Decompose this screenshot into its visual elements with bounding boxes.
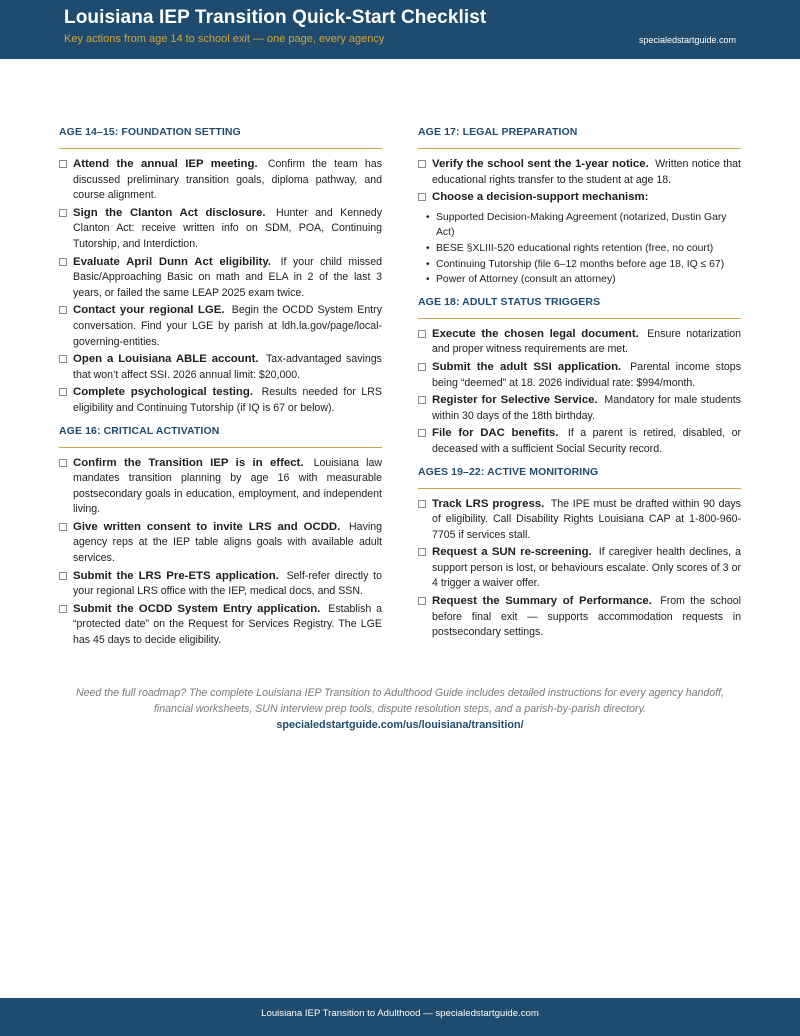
item-text: Confirm the team has discussed preliminary transition goals, diploma pathway, and course alignment. (73, 158, 382, 202)
checkbox[interactable] (59, 258, 67, 266)
item-label: Execute the chosen legal document. (432, 327, 639, 340)
item-text: If your child missed Basic/Approaching Basic on math and ELA in 2 of the last 3 years, or failed the same LEAP 2025 exam twice. (73, 255, 382, 299)
checklist-item[interactable] (418, 545, 741, 592)
checkbox[interactable] (59, 523, 67, 531)
checkbox[interactable] (59, 459, 67, 467)
checkbox[interactable] (418, 429, 426, 437)
section-title: AGE 16: CRITICAL ACTIVATION (59, 425, 382, 448)
checkbox[interactable] (59, 355, 67, 363)
checklist-item[interactable] (59, 385, 382, 416)
left-column (59, 126, 382, 657)
section-age-19-22 (418, 466, 741, 641)
checkbox[interactable] (418, 160, 426, 168)
checkbox[interactable] (59, 160, 67, 168)
item-text: Written notice that educational rights transfer to the student at age 18. (432, 158, 742, 186)
bullet-item: • BESE §XLIII-520 educational rights retention (free, no court) (418, 241, 741, 257)
header-site-link[interactable]: specialedstartguide.com (638, 35, 736, 45)
section-age-14-15 (59, 126, 382, 417)
page-title: Louisiana IEP Transition Quick-Start Checklist (64, 7, 487, 28)
item-text: From the school before final exit — supports accommodation requests in postsecondary settings. (432, 595, 742, 639)
item-label: Open a Louisiana ABLE account. (73, 353, 259, 366)
item-label: Register for Selective Service. (432, 394, 598, 407)
section-title: AGES 19–22: ACTIVE MONITORING (418, 466, 741, 489)
checkbox[interactable] (418, 500, 426, 508)
checklist-item[interactable] (59, 352, 382, 383)
checkbox[interactable] (418, 363, 426, 371)
checklist-item[interactable] (59, 602, 382, 649)
checkbox[interactable] (59, 572, 67, 580)
item-label: Contact your regional LGE. (73, 304, 225, 317)
item-label: Submit the OCDD System Entry application. (73, 602, 321, 615)
item-label: Verify the school sent the 1-year notice. (432, 158, 649, 170)
item-label: Request a SUN re-screening. (432, 546, 592, 559)
item-text: Establish a “protected date” on the Request for Services Registry. The LGE has 45 days to decide eligibility. (73, 602, 382, 647)
item-label: Give written consent to invite LRS and OCDD. (73, 520, 341, 533)
guide-link[interactable]: specialedstartguide.com/us/louisiana/transition/ (276, 719, 524, 731)
item-label: Request the Summary of Performance. (432, 595, 652, 608)
right-column (418, 126, 741, 649)
checklist-item[interactable] (59, 206, 382, 253)
checkbox[interactable] (418, 548, 426, 556)
item-text: Hunter and Kennedy Clanton Act: receive written info on SDM, POA, Continuing Tutorship, and Interdiction. (73, 206, 382, 250)
page-header (0, 0, 800, 59)
item-text: Ensure notarization and proper witness requirements are met. (432, 327, 741, 356)
bullet-item: • Continuing Tutorship (file 6–12 months before age 18, IQ ≤ 67) (418, 257, 741, 273)
page-footer (0, 998, 800, 1036)
footer-text: Louisiana IEP Transition to Adulthood — specialedstartguide.com (261, 1008, 539, 1019)
item-text: If caregiver health declines, a support person is lost, or behaviours escalate. Only scores of 3 or 4 trigger a waiver offer. (432, 546, 742, 590)
checklist-item[interactable] (418, 360, 741, 391)
item-text: Mandatory for male students within 30 days of the 18th birthday. (432, 394, 741, 422)
item-label: Submit the adult SSI application. (432, 360, 622, 373)
page-subtitle: Key actions from age 14 to school exit — one page, every agency (64, 33, 385, 45)
section-age-18 (418, 296, 741, 458)
item-label: Submit the LRS Pre-ETS application. (73, 569, 279, 582)
checkbox[interactable] (59, 209, 67, 217)
item-label: Sign the Clanton Act disclosure. (73, 206, 266, 219)
item-label: Evaluate April Dunn Act eligibility. (73, 255, 272, 268)
checklist-item[interactable] (418, 393, 741, 424)
checklist-item[interactable] (418, 497, 741, 544)
checkbox[interactable] (418, 597, 426, 605)
footnote: Need the full roadmap? The complete Louisiana IEP Transition to Adulthood Guide includes detailed instructions for every agency handoff, financial worksheets, SUN interview prep tools, dispute resolution steps, and a parish-by-parish directory. (76, 687, 724, 715)
checklist-item[interactable] (418, 190, 741, 206)
checkbox[interactable] (418, 193, 426, 201)
section-age-16 (59, 425, 382, 649)
checklist-item[interactable] (59, 456, 382, 518)
item-text: If a parent is retired, disabled, or deceased with a sufficient Social Security record. (432, 427, 741, 455)
item-label: Choose a decision-support mechanism: (432, 191, 649, 204)
item-text: The IPE must be drafted within 90 days of eligibility. Call Disability Rights Louisiana CAP at 1-800-960-7705 if services stall. (432, 497, 741, 541)
item-text: Begin the OCDD System Entry conversation. Find your LGE by parish at ldh.la.gov/page/local-governing-entities. (73, 304, 382, 348)
checklist-item[interactable] (59, 520, 382, 567)
checkbox[interactable] (59, 605, 67, 613)
checklist-item[interactable] (59, 255, 382, 302)
section-age-17 (418, 126, 741, 288)
checklist-item[interactable] (59, 303, 382, 350)
checklist-item[interactable] (418, 594, 741, 641)
item-label: Confirm the Transition IEP is in effect. (73, 456, 304, 469)
checkbox[interactable] (418, 396, 426, 404)
checklist-item[interactable] (418, 426, 741, 457)
section-title: AGE 17: LEGAL PREPARATION (418, 126, 741, 149)
checkbox[interactable] (59, 388, 67, 396)
item-text: Self-refer directly to your regional LRS office with the IEP, medical docs, and SSN. (73, 569, 382, 598)
checkbox[interactable] (418, 330, 426, 338)
checkbox[interactable] (59, 306, 67, 314)
checklist-item[interactable] (418, 327, 741, 358)
checklist-item[interactable] (59, 569, 382, 600)
item-text: Having agency reps at the IEP table aligns goals with available adult services. (73, 520, 383, 565)
item-label: File for DAC benefits. (432, 427, 559, 440)
item-label: Track LRS progress. (432, 497, 545, 510)
item-text: Results needed for LRS eligibility and Continuing Tutorship (if IQ is 67 or below). (73, 386, 382, 414)
checklist-item[interactable] (418, 157, 741, 188)
checklist-item[interactable] (59, 157, 382, 204)
section-title: AGE 14–15: FOUNDATION SETTING (59, 126, 382, 149)
item-label: Complete psychological testing. (73, 386, 253, 399)
item-text: Louisiana law mandates transition planning by age 16 with measurable postsecondary goals in education, employment, and independent living. (73, 456, 382, 516)
section-title: AGE 18: ADULT STATUS TRIGGERS (418, 296, 741, 319)
item-text: Tax-advantaged savings that won’t affect SSI. 2026 annual limit: $20,000. (73, 353, 382, 381)
bullet-item: • Supported Decision-Making Agreement (notarized, Dustin Gary Act) (418, 210, 741, 241)
decision-support-options (418, 210, 741, 288)
bullet-item: • Power of Attorney (consult an attorney) (418, 272, 741, 288)
item-text: Parental income stops being “deemed” at 18. 2026 individual rate: $994/month. (432, 360, 741, 389)
item-label: Attend the annual IEP meeting. (73, 158, 258, 170)
